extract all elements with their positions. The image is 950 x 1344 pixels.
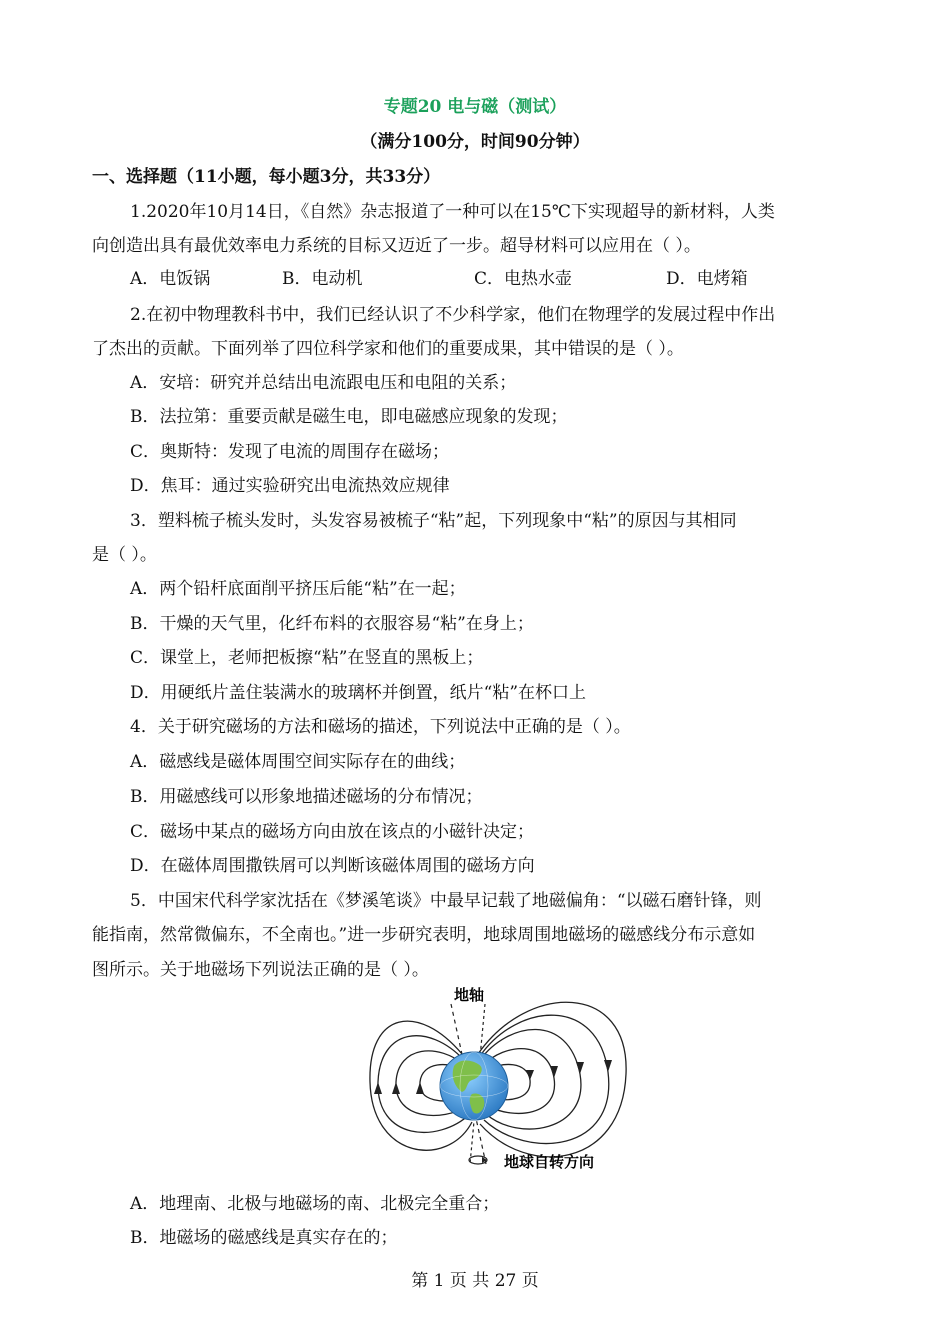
question-4-option-d: D．在磁体周围撒铁屑可以判断该磁体周围的磁场方向: [130, 856, 535, 876]
question-1-option-b: B．电动机: [282, 269, 363, 289]
question-1-option-a: A．电饭锅: [130, 269, 211, 289]
rotation-label: 地球自转方向: [504, 1153, 595, 1171]
question-5-option-b: B．地磁场的磁感线是真实存在的；: [130, 1228, 398, 1248]
axis-label: 地轴: [454, 986, 485, 1004]
question-3-line-2: 是（ ）。: [92, 545, 157, 565]
question-1-option-c: C．电热水壶: [474, 269, 573, 289]
question-3-option-d: D．用硬纸片盖住装满水的玻璃杯并倒置，纸片“粘”在杯口上: [130, 683, 587, 703]
question-2-option-d: D．焦耳：通过实验研究出电流热效应规律: [130, 476, 450, 496]
question-3-line-1: 3．塑料梳子梳头发时，头发容易被梳子“粘”起，下列现象中“粘”的原因与其相同: [130, 511, 737, 531]
question-2-option-c: C．奥斯特：发现了电流的周围存在磁场；: [130, 442, 450, 462]
earth-magnetic-field-figure: [368, 982, 628, 1178]
magnetic-field-diagram: [368, 982, 628, 1178]
question-1-line-1: 1.2020年10月14日，《自然》杂志报道了一种可以在15℃下实现超导的新材料，人类: [130, 202, 775, 222]
question-2-option-b: B．法拉第：重要贡献是磁生电，即电磁感应现象的发现；: [130, 407, 568, 427]
question-4-option-a: A．磁感线是磁体周围空间实际存在的曲线；: [130, 752, 466, 772]
question-3-option-a: A．两个铅杆底面削平挤压后能“粘”在一起；: [130, 579, 466, 599]
question-4-option-b: B．用磁感线可以形象地描述磁场的分布情况；: [130, 787, 483, 807]
question-1-option-d: D．电烤箱: [666, 269, 748, 289]
question-5-line-2: 能指南，然常微偏东，不全南也。”进一步研究表明，地球周围地磁场的磁感线分布示意如: [92, 925, 756, 945]
question-2-line-1: 2.在初中物理教科书中，我们已经认识了不少科学家，他们在物理学的发展过程中作出: [130, 305, 776, 325]
question-2-option-a: A．安培：研究并总结出电流跟电压和电阻的关系；: [130, 373, 517, 393]
question-5-line-3: 图所示。关于地磁场下列说法正确的是（ ）。: [92, 960, 429, 980]
section-heading: 一、选择题（11小题，每小题3分，共33分）: [92, 167, 441, 187]
question-4-option-c: C．磁场中某点的磁场方向由放在该点的小磁针决定；: [130, 822, 535, 842]
page-number: 第 1 页 共 27 页: [411, 1271, 539, 1291]
question-5-line-1: 5．中国宋代科学家沈括在《梦溪笔谈》中最早记载了地磁偏角：“以磁石磨针锋，则: [130, 891, 762, 911]
question-1-line-2: 向创造出具有最优效率电力系统的目标又迈近了一步。超导材料可以应用在（ ）。: [92, 236, 701, 256]
earth-globe-icon: [440, 1052, 508, 1120]
question-3-option-b: B．干燥的天气里，化纤布料的衣服容易“粘”在身上；: [130, 614, 534, 634]
page-title: 专题20 电与磁（测试）: [383, 97, 567, 117]
question-3-option-c: C．课堂上，老师把板擦“粘”在竖直的黑板上；: [130, 648, 484, 668]
question-5-option-a: A．地理南、北极与地磁场的南、北极完全重合；: [130, 1194, 500, 1214]
question-2-line-2: 了杰出的贡献。下面列举了四位科学家和他们的重要成果，其中错误的是（ ）。: [92, 339, 684, 359]
question-4-line-1: 4．关于研究磁场的方法和磁场的描述，下列说法中正确的是（ ）。: [130, 717, 631, 737]
page-subtitle: （满分100分，时间90分钟）: [360, 132, 590, 152]
